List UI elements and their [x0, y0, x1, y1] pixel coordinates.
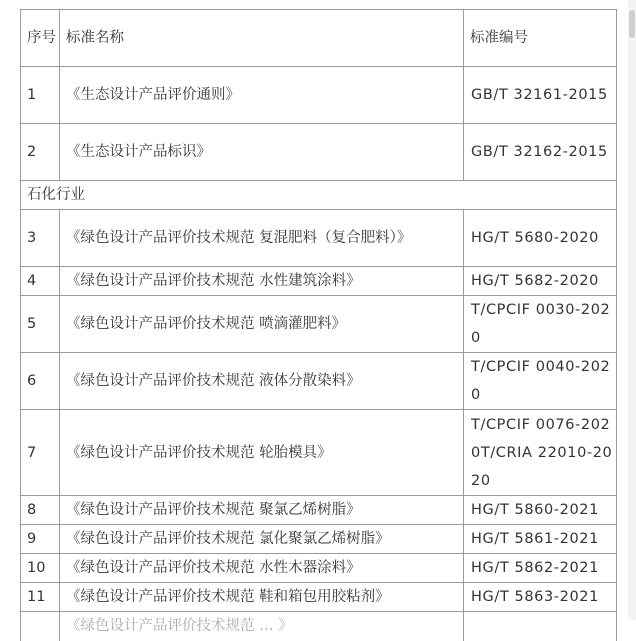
header-seq: 序号: [21, 10, 60, 67]
row-seq: [21, 612, 60, 641]
table-row: [21, 67, 617, 124]
row-code: HG/T 5860-2021: [464, 496, 617, 525]
row-code: [464, 612, 617, 641]
row-name: 《绿色设计产品评价技术规范 水性木器涂料》: [60, 554, 464, 583]
row-seq: 4: [21, 267, 60, 296]
row-code: HG/T 5862-2021: [464, 554, 617, 583]
table-row: [21, 210, 617, 267]
row-name: 《绿色设计产品评价技术规范 复混肥料（复合肥料）》: [60, 210, 464, 267]
row-seq: 10: [21, 554, 60, 583]
header-name: 标准名称: [60, 10, 464, 67]
row-code: T/CPCIF 0030-2020: [464, 296, 617, 353]
row-code: HG/T 5863-2021: [464, 583, 617, 612]
row-seq: 3: [21, 210, 60, 267]
row-seq: 11: [21, 583, 60, 612]
row-name: 《绿色设计产品评价技术规范 水性建筑涂料》: [60, 267, 464, 296]
table-row: [21, 525, 617, 554]
section-label: 石化行业: [21, 181, 617, 210]
scrollbar-thumb[interactable]: [629, 10, 635, 38]
row-code: HG/T 5682-2020: [464, 267, 617, 296]
table-header-row: [21, 10, 617, 67]
row-name: 《生态设计产品评价通则》: [60, 67, 464, 124]
table-row: [21, 296, 617, 353]
table-row: [21, 583, 617, 612]
table-row: [21, 410, 617, 496]
row-seq: 5: [21, 296, 60, 353]
table-row: [21, 124, 617, 181]
row-seq: 8: [21, 496, 60, 525]
table-row: [21, 267, 617, 296]
row-name: 《绿色设计产品评价技术规范 轮胎模具》: [60, 410, 464, 496]
table-row: [21, 554, 617, 583]
table-row: [21, 353, 617, 410]
row-code: GB/T 32161-2015: [464, 67, 617, 124]
row-name: 《绿色设计产品评价技术规范 喷滴灌肥料》: [60, 296, 464, 353]
row-code: T/CPCIF 0040-2020: [464, 353, 617, 410]
row-name: 《绿色设计产品评价技术规范 聚氯乙烯树脂》: [60, 496, 464, 525]
section-row: [21, 181, 617, 210]
header-code: 标准编号: [464, 10, 617, 67]
row-name: 《绿色设计产品评价技术规范 鞋和箱包用胶粘剂》: [60, 583, 464, 612]
row-seq: 9: [21, 525, 60, 554]
scrollbar[interactable]: [628, 0, 636, 620]
row-code: HG/T 5680-2020: [464, 210, 617, 267]
standards-table: [20, 9, 617, 641]
row-seq: 1: [21, 67, 60, 124]
row-seq: 2: [21, 124, 60, 181]
row-code: HG/T 5861-2021: [464, 525, 617, 554]
row-code: T/CPCIF 0076-2020T/CRIA 22010-2020: [464, 410, 617, 496]
row-code: GB/T 32162-2015: [464, 124, 617, 181]
table-row-partial: [21, 612, 617, 641]
row-seq: 7: [21, 410, 60, 496]
row-name: 《绿色设计产品评价技术规范 液体分散染料》: [60, 353, 464, 410]
table-row: [21, 496, 617, 525]
row-name: 《绿色设计产品评价技术规范 … 》: [60, 612, 464, 641]
row-name: 《生态设计产品标识》: [60, 124, 464, 181]
row-seq: 6: [21, 353, 60, 410]
row-name: 《绿色设计产品评价技术规范 氯化聚氯乙烯树脂》: [60, 525, 464, 554]
